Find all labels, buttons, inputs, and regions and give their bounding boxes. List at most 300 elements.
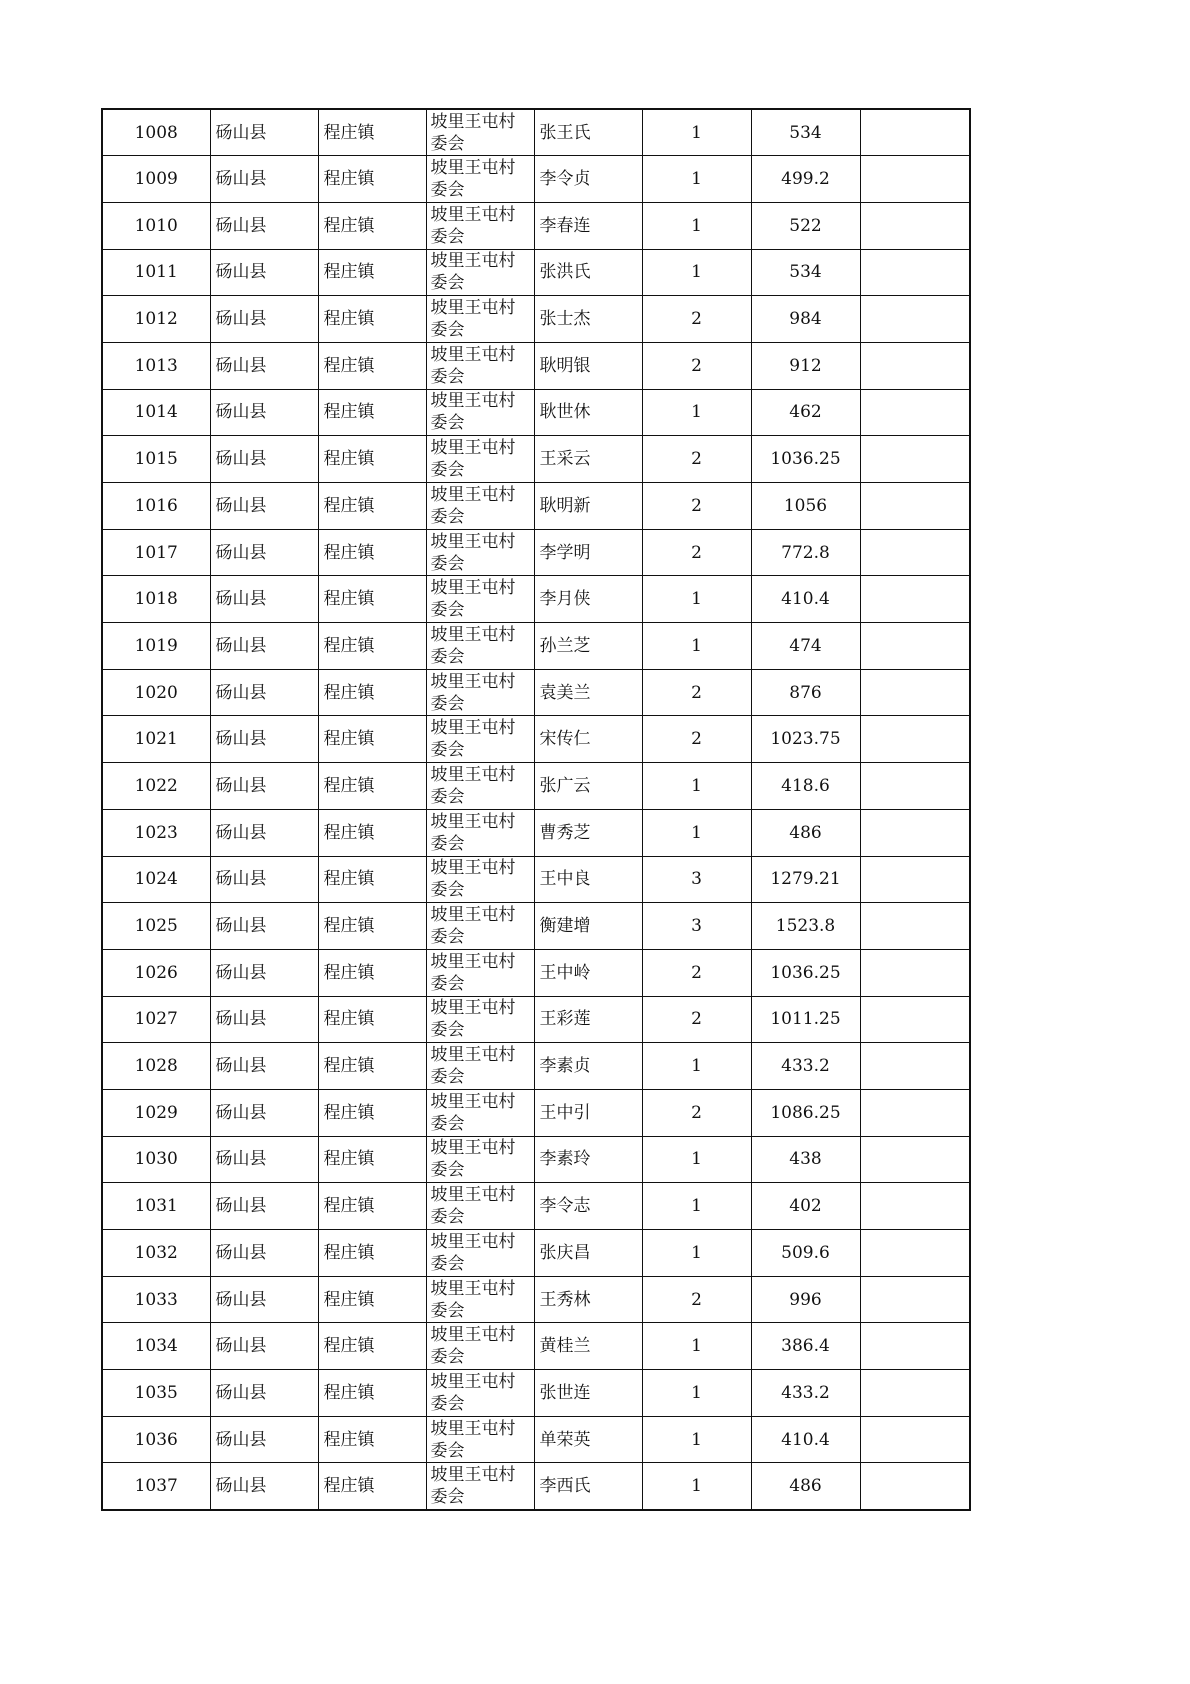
village-label: 坡里王屯村委会 [430,204,516,247]
county-cell: 砀山县 [210,623,318,670]
county-cell: 砀山县 [210,529,318,576]
table-row [102,1043,970,1090]
county-cell: 砀山县 [210,856,318,903]
village-label: 坡里王屯村委会 [430,1465,516,1508]
amount-cell: 1011.25 [751,996,860,1043]
county-cell: 砀山县 [210,576,318,623]
town-cell: 程庄镇 [318,389,426,436]
town-cell: 程庄镇 [318,109,426,156]
amount-cell: 984 [751,296,860,343]
table-row [102,763,970,810]
table-row [102,436,970,483]
household-count-cell: 2 [642,996,751,1043]
village-label: 坡里王屯村委会 [430,531,516,574]
county-cell: 砀山县 [210,1463,318,1510]
household-count-cell: 1 [642,1043,751,1090]
name-cell: 曹秀芝 [534,809,642,856]
note-cell [860,1370,970,1417]
county-cell: 砀山县 [210,669,318,716]
serial-number-cell: 1011 [102,249,210,296]
household-count-cell: 1 [642,1323,751,1370]
village-label: 坡里王屯村委会 [430,1138,516,1181]
note-cell [860,763,970,810]
name-cell: 李春连 [534,202,642,249]
note-cell [860,249,970,296]
village-cell [426,856,534,903]
table-row [102,483,970,530]
amount-cell: 534 [751,109,860,156]
village-cell [426,996,534,1043]
name-cell: 王中引 [534,1089,642,1136]
note-cell [860,856,970,903]
town-cell: 程庄镇 [318,1183,426,1230]
county-cell: 砀山县 [210,342,318,389]
amount-cell: 1036.25 [751,436,860,483]
town-cell: 程庄镇 [318,529,426,576]
amount-cell: 522 [751,202,860,249]
household-count-cell: 1 [642,1416,751,1463]
table-row [102,576,970,623]
town-cell: 程庄镇 [318,669,426,716]
amount-cell: 876 [751,669,860,716]
serial-number-cell: 1022 [102,763,210,810]
village-label: 坡里王屯村委会 [430,298,516,341]
village-label: 坡里王屯村委会 [430,438,516,481]
town-cell: 程庄镇 [318,436,426,483]
town-cell: 程庄镇 [318,623,426,670]
name-cell: 孙兰芝 [534,623,642,670]
village-label: 坡里王屯村委会 [430,1185,516,1228]
village-label: 坡里王屯村委会 [430,1418,516,1461]
table-row [102,389,970,436]
household-count-cell: 2 [642,296,751,343]
village-label: 坡里王屯村委会 [430,764,516,807]
town-cell: 程庄镇 [318,1463,426,1510]
note-cell [860,1416,970,1463]
village-cell [426,296,534,343]
table-row [102,1370,970,1417]
note-cell [860,436,970,483]
household-count-cell: 2 [642,716,751,763]
town-cell: 程庄镇 [318,156,426,203]
village-cell [426,1323,534,1370]
name-cell: 张庆昌 [534,1230,642,1277]
town-cell: 程庄镇 [318,483,426,530]
name-cell: 王中岭 [534,949,642,996]
amount-cell: 1523.8 [751,903,860,950]
note-cell [860,389,970,436]
county-cell: 砀山县 [210,1370,318,1417]
note-cell [860,109,970,156]
table-row [102,949,970,996]
village-label: 坡里王屯村委会 [430,158,516,201]
note-cell [860,1089,970,1136]
county-cell: 砀山县 [210,389,318,436]
county-cell: 砀山县 [210,202,318,249]
serial-number-cell: 1015 [102,436,210,483]
serial-number-cell: 1008 [102,109,210,156]
serial-number-cell: 1021 [102,716,210,763]
town-cell: 程庄镇 [318,949,426,996]
note-cell [860,996,970,1043]
table-row [102,1323,970,1370]
village-cell [426,809,534,856]
village-label: 坡里王屯村委会 [430,251,516,294]
town-cell: 程庄镇 [318,809,426,856]
household-count-cell: 1 [642,249,751,296]
amount-cell: 386.4 [751,1323,860,1370]
town-cell: 程庄镇 [318,1370,426,1417]
village-cell [426,1463,534,1510]
name-cell: 衡建增 [534,903,642,950]
household-count-cell: 1 [642,389,751,436]
village-cell [426,156,534,203]
village-cell [426,1276,534,1323]
amount-cell: 772.8 [751,529,860,576]
town-cell: 程庄镇 [318,1276,426,1323]
village-cell [426,716,534,763]
county-cell: 砀山县 [210,156,318,203]
county-cell: 砀山县 [210,716,318,763]
village-label: 坡里王屯村委会 [430,858,516,901]
town-cell: 程庄镇 [318,1136,426,1183]
name-cell: 李令贞 [534,156,642,203]
household-count-cell: 2 [642,342,751,389]
table-row [102,856,970,903]
table-row [102,296,970,343]
name-cell: 张士杰 [534,296,642,343]
village-cell [426,623,534,670]
village-cell [426,109,534,156]
note-cell [860,669,970,716]
serial-number-cell: 1037 [102,1463,210,1510]
serial-number-cell: 1030 [102,1136,210,1183]
name-cell: 张王氏 [534,109,642,156]
village-cell [426,529,534,576]
table-row [102,1463,970,1510]
name-cell: 李学明 [534,529,642,576]
amount-cell: 509.6 [751,1230,860,1277]
county-cell: 砀山县 [210,809,318,856]
household-count-cell: 1 [642,623,751,670]
amount-cell: 499.2 [751,156,860,203]
serial-number-cell: 1032 [102,1230,210,1277]
name-cell: 李素玲 [534,1136,642,1183]
table-row [102,809,970,856]
note-cell [860,1230,970,1277]
serial-number-cell: 1017 [102,529,210,576]
household-count-cell: 1 [642,1183,751,1230]
serial-number-cell: 1028 [102,1043,210,1090]
town-cell: 程庄镇 [318,856,426,903]
county-cell: 砀山县 [210,109,318,156]
village-cell [426,249,534,296]
amount-cell: 1056 [751,483,860,530]
note-cell [860,1323,970,1370]
village-label: 坡里王屯村委会 [430,1091,516,1134]
amount-cell: 1279.21 [751,856,860,903]
county-cell: 砀山县 [210,1323,318,1370]
village-label: 坡里王屯村委会 [430,1325,516,1368]
amount-cell: 534 [751,249,860,296]
village-cell [426,1416,534,1463]
amount-cell: 433.2 [751,1370,860,1417]
amount-cell: 1023.75 [751,716,860,763]
household-count-cell: 1 [642,1230,751,1277]
serial-number-cell: 1029 [102,1089,210,1136]
table-row [102,903,970,950]
name-cell: 李西氏 [534,1463,642,1510]
table-row [102,1230,970,1277]
village-cell [426,342,534,389]
amount-cell: 402 [751,1183,860,1230]
serial-number-cell: 1035 [102,1370,210,1417]
name-cell: 张世连 [534,1370,642,1417]
county-cell: 砀山县 [210,1276,318,1323]
village-label: 坡里王屯村委会 [430,905,516,948]
town-cell: 程庄镇 [318,996,426,1043]
village-cell [426,669,534,716]
note-cell [860,903,970,950]
note-cell [860,1463,970,1510]
name-cell: 李素贞 [534,1043,642,1090]
serial-number-cell: 1026 [102,949,210,996]
note-cell [860,296,970,343]
household-count-cell: 1 [642,763,751,810]
name-cell: 单荣英 [534,1416,642,1463]
village-cell [426,1043,534,1090]
village-label: 坡里王屯村委会 [430,811,516,854]
amount-cell: 486 [751,809,860,856]
table-row [102,529,970,576]
village-label: 坡里王屯村委会 [430,998,516,1041]
household-count-cell: 1 [642,809,751,856]
household-count-cell: 1 [642,1136,751,1183]
town-cell: 程庄镇 [318,1043,426,1090]
village-cell [426,1370,534,1417]
amount-cell: 438 [751,1136,860,1183]
serial-number-cell: 1020 [102,669,210,716]
name-cell: 李月侠 [534,576,642,623]
village-label: 坡里王屯村委会 [430,951,516,994]
household-count-cell: 1 [642,156,751,203]
village-cell [426,483,534,530]
household-count-cell: 2 [642,483,751,530]
name-cell: 王采云 [534,436,642,483]
village-label: 坡里王屯村委会 [430,1231,516,1274]
name-cell: 宋传仁 [534,716,642,763]
village-label: 坡里王屯村委会 [430,1045,516,1088]
table-row [102,716,970,763]
serial-number-cell: 1014 [102,389,210,436]
county-cell: 砀山县 [210,1043,318,1090]
serial-number-cell: 1013 [102,342,210,389]
table-body [102,109,970,1510]
household-count-cell: 1 [642,1463,751,1510]
name-cell: 袁美兰 [534,669,642,716]
name-cell: 耿世休 [534,389,642,436]
serial-number-cell: 1016 [102,483,210,530]
town-cell: 程庄镇 [318,576,426,623]
serial-number-cell: 1010 [102,202,210,249]
serial-number-cell: 1025 [102,903,210,950]
town-cell: 程庄镇 [318,903,426,950]
village-cell [426,1089,534,1136]
town-cell: 程庄镇 [318,1230,426,1277]
town-cell: 程庄镇 [318,296,426,343]
note-cell [860,529,970,576]
name-cell: 王中良 [534,856,642,903]
table-row [102,202,970,249]
county-cell: 砀山县 [210,1136,318,1183]
note-cell [860,202,970,249]
note-cell [860,483,970,530]
village-cell [426,1136,534,1183]
town-cell: 程庄镇 [318,1089,426,1136]
county-cell: 砀山县 [210,249,318,296]
amount-cell: 912 [751,342,860,389]
village-label: 坡里王屯村委会 [430,1371,516,1414]
household-count-cell: 1 [642,576,751,623]
household-count-cell: 2 [642,949,751,996]
note-cell [860,716,970,763]
village-label: 坡里王屯村委会 [430,1278,516,1321]
village-cell [426,389,534,436]
serial-number-cell: 1009 [102,156,210,203]
town-cell: 程庄镇 [318,763,426,810]
village-cell [426,903,534,950]
village-label: 坡里王屯村委会 [430,718,516,761]
village-label: 坡里王屯村委会 [430,391,516,434]
table-row [102,342,970,389]
town-cell: 程庄镇 [318,1416,426,1463]
table-row [102,156,970,203]
county-cell: 砀山县 [210,296,318,343]
data-table [101,108,971,1511]
name-cell: 耿明新 [534,483,642,530]
household-count-cell: 1 [642,1370,751,1417]
village-cell [426,436,534,483]
serial-number-cell: 1031 [102,1183,210,1230]
household-count-cell: 3 [642,903,751,950]
serial-number-cell: 1036 [102,1416,210,1463]
table-row [102,1089,970,1136]
county-cell: 砀山县 [210,1183,318,1230]
table-row [102,109,970,156]
serial-number-cell: 1019 [102,623,210,670]
household-count-cell: 2 [642,1089,751,1136]
household-count-cell: 2 [642,529,751,576]
amount-cell: 433.2 [751,1043,860,1090]
note-cell [860,1183,970,1230]
serial-number-cell: 1012 [102,296,210,343]
amount-cell: 996 [751,1276,860,1323]
county-cell: 砀山县 [210,436,318,483]
town-cell: 程庄镇 [318,249,426,296]
note-cell [860,949,970,996]
village-label: 坡里王屯村委会 [430,624,516,667]
name-cell: 王秀林 [534,1276,642,1323]
county-cell: 砀山县 [210,763,318,810]
village-cell [426,202,534,249]
county-cell: 砀山县 [210,1230,318,1277]
note-cell [860,1276,970,1323]
name-cell: 耿明银 [534,342,642,389]
amount-cell: 410.4 [751,576,860,623]
table-row [102,1136,970,1183]
note-cell [860,576,970,623]
county-cell: 砀山县 [210,1416,318,1463]
village-cell [426,1183,534,1230]
household-count-cell: 1 [642,202,751,249]
household-count-cell: 2 [642,436,751,483]
serial-number-cell: 1018 [102,576,210,623]
village-cell [426,576,534,623]
table-row [102,996,970,1043]
table-row [102,1416,970,1463]
town-cell: 程庄镇 [318,202,426,249]
note-cell [860,623,970,670]
amount-cell: 486 [751,1463,860,1510]
amount-cell: 1086.25 [751,1089,860,1136]
table-row [102,1183,970,1230]
amount-cell: 1036.25 [751,949,860,996]
serial-number-cell: 1023 [102,809,210,856]
serial-number-cell: 1033 [102,1276,210,1323]
county-cell: 砀山县 [210,483,318,530]
amount-cell: 410.4 [751,1416,860,1463]
note-cell [860,1136,970,1183]
serial-number-cell: 1034 [102,1323,210,1370]
name-cell: 李令志 [534,1183,642,1230]
town-cell: 程庄镇 [318,716,426,763]
county-cell: 砀山县 [210,949,318,996]
note-cell [860,156,970,203]
household-count-cell: 2 [642,669,751,716]
village-label: 坡里王屯村委会 [430,344,516,387]
town-cell: 程庄镇 [318,342,426,389]
name-cell: 张洪氏 [534,249,642,296]
table-row [102,249,970,296]
amount-cell: 474 [751,623,860,670]
amount-cell: 462 [751,389,860,436]
county-cell: 砀山县 [210,1089,318,1136]
household-count-cell: 3 [642,856,751,903]
name-cell: 张广云 [534,763,642,810]
serial-number-cell: 1027 [102,996,210,1043]
table-row [102,623,970,670]
note-cell [860,1043,970,1090]
village-cell [426,1230,534,1277]
serial-number-cell: 1024 [102,856,210,903]
table-row [102,1276,970,1323]
household-count-cell: 1 [642,109,751,156]
name-cell: 黄桂兰 [534,1323,642,1370]
village-label: 坡里王屯村委会 [430,484,516,527]
household-count-cell: 2 [642,1276,751,1323]
village-label: 坡里王屯村委会 [430,671,516,714]
note-cell [860,809,970,856]
county-cell: 砀山县 [210,903,318,950]
town-cell: 程庄镇 [318,1323,426,1370]
note-cell [860,342,970,389]
village-label: 坡里王屯村委会 [430,111,516,154]
name-cell: 王彩莲 [534,996,642,1043]
county-cell: 砀山县 [210,996,318,1043]
village-label: 坡里王屯村委会 [430,578,516,621]
village-cell [426,949,534,996]
village-cell [426,763,534,810]
